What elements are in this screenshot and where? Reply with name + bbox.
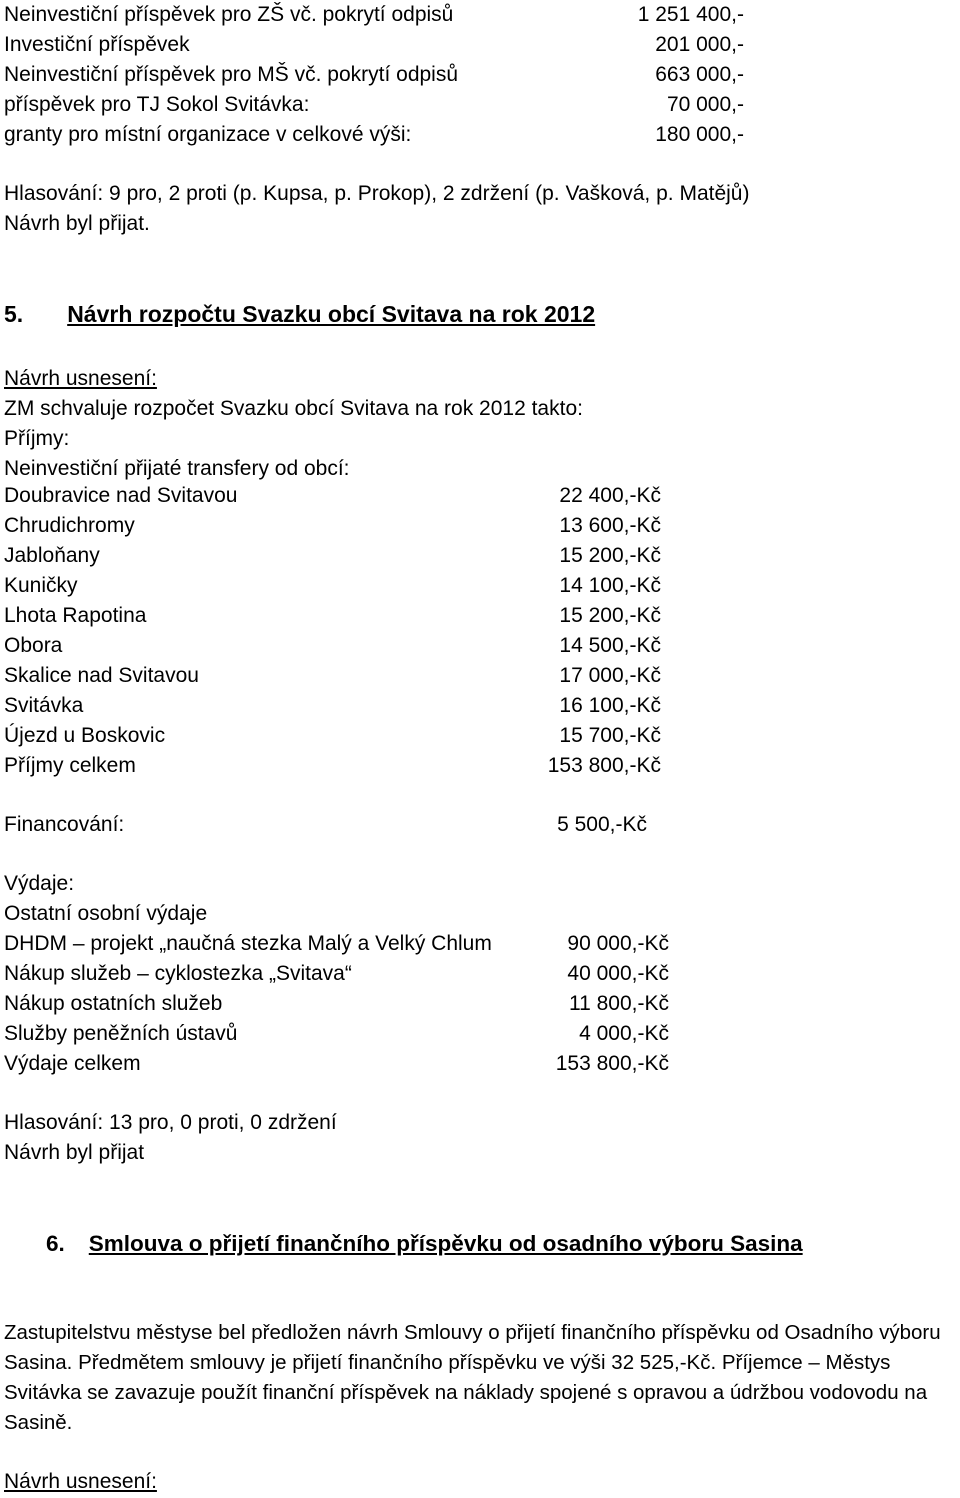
income-label: Příjmy: xyxy=(4,427,70,450)
income-row-amount: 14 100,-Kč xyxy=(559,574,661,597)
section-6-heading xyxy=(46,1229,803,1259)
section-title: Návrh rozpočtu Svazku obcí Svitava na rok 2012 xyxy=(67,301,596,327)
approval-text: ZM schvaluje rozpočet Svazku obcí Svitava na rok 2012 takto: xyxy=(4,397,583,420)
income-row-amount: 16 100,-Kč xyxy=(559,694,661,717)
income-row-label: Skalice nad Svitavou xyxy=(4,664,199,687)
financing-label: Financování: xyxy=(4,813,125,836)
expenses-label: Výdaje: xyxy=(4,872,75,895)
income-row-label: Lhota Rapotina xyxy=(4,604,147,627)
income-row-label: Svitávka xyxy=(4,694,84,717)
contribution-label: granty pro místní organizace v celkové výši: xyxy=(4,123,412,146)
contribution-label: Investiční příspěvek xyxy=(4,33,190,56)
income-row-label: Újezd u Boskovic xyxy=(4,724,166,747)
expense-row-amount: 4 000,-Kč xyxy=(579,1022,669,1045)
section-number: 6. xyxy=(46,1231,65,1256)
section-6-paragraph: Zastupitelstvu městyse bel předložen návrh Smlouvy o přijetí finančního příspěvku od Osadního výboru Sasina. Předmětem smlouvy je přijetí finančního příspěvku ve výši 32 525,-Kč. Příjemce – Městys Svitávka se zavazuje použít finanční příspěvek na náklady spojené s opravou a údržbou vodovodu na Sasině. xyxy=(4,1321,941,1434)
expense-row-label: Služby peněžních ústavů xyxy=(4,1022,238,1045)
income-row-amount: 15 200,-Kč xyxy=(559,604,661,627)
decision-text: Návrh byl přijat xyxy=(4,1141,145,1164)
income-total-label: Příjmy celkem xyxy=(4,754,136,777)
resolution-label: Návrh usnesení: xyxy=(4,1470,157,1493)
contribution-amount: 70 000,- xyxy=(666,93,744,116)
section-5-heading xyxy=(4,299,595,329)
financing-amount: 5 500,-Kč xyxy=(557,813,647,836)
contribution-amount: 1 251 400,- xyxy=(637,3,744,26)
expense-row-amount: 11 800,-Kč xyxy=(568,992,669,1015)
expense-row-label: Nákup služeb – cyklostezka „Svitava“ xyxy=(4,962,352,985)
resolution-label: Návrh usnesení: xyxy=(4,367,157,390)
income-row-amount: 15 700,-Kč xyxy=(559,724,661,747)
expense-row-amount: 90 000,-Kč xyxy=(567,932,669,955)
vote-result-text: Hlasování: 9 pro, 2 proti (p. Kupsa, p. Prokop), 2 zdržení (p. Vašková, p. Matějů) xyxy=(4,182,750,205)
income-row-label: Doubravice nad Svitavou xyxy=(4,484,238,507)
contribution-label: Neinvestiční příspěvek pro ZŠ vč. pokrytí odpisů xyxy=(4,3,454,26)
section-number: 5. xyxy=(4,301,24,327)
expense-row-label: Nákup ostatních služeb xyxy=(4,992,223,1015)
expense-row-amount: 40 000,-Kč xyxy=(567,962,669,985)
income-row-amount: 22 400,-Kč xyxy=(559,484,661,507)
expense-row-label: DHDM – projekt „naučná stezka Malý a Velký Chlum xyxy=(4,932,492,955)
income-row-label: Chrudichromy xyxy=(4,514,135,537)
expense-total-amount: 153 800,-Kč xyxy=(555,1052,669,1075)
transfers-label: Neinvestiční přijaté transfery od obcí: xyxy=(4,457,350,480)
income-row-amount: 15 200,-Kč xyxy=(559,544,661,567)
income-row-label: Jabloňany xyxy=(4,544,100,567)
income-row-amount: 14 500,-Kč xyxy=(559,634,661,657)
income-row-amount: 17 000,-Kč xyxy=(559,664,661,687)
contribution-label: Neinvestiční příspěvek pro MŠ vč. pokrytí odpisů xyxy=(4,63,459,86)
contribution-label: příspěvek pro TJ Sokol Svitávka: xyxy=(4,93,310,116)
income-row-label: Obora xyxy=(4,634,63,657)
vote-result-text: Hlasování: 13 pro, 0 proti, 0 zdržení xyxy=(4,1111,337,1134)
other-personal-expenses: Ostatní osobní výdaje xyxy=(4,902,208,925)
income-row-label: Kuničky xyxy=(4,574,78,597)
contribution-amount: 180 000,- xyxy=(655,123,744,146)
income-row-amount: 13 600,-Kč xyxy=(559,514,661,537)
income-total-amount: 153 800,-Kč xyxy=(547,754,661,777)
decision-text: Návrh byl přijat. xyxy=(4,212,150,235)
expense-total-label: Výdaje celkem xyxy=(4,1052,141,1075)
contribution-amount: 663 000,- xyxy=(655,63,744,86)
contribution-amount: 201 000,- xyxy=(655,33,744,56)
section-title: Smlouva o přijetí finančního příspěvku od osadního výboru Sasina xyxy=(88,1231,803,1256)
